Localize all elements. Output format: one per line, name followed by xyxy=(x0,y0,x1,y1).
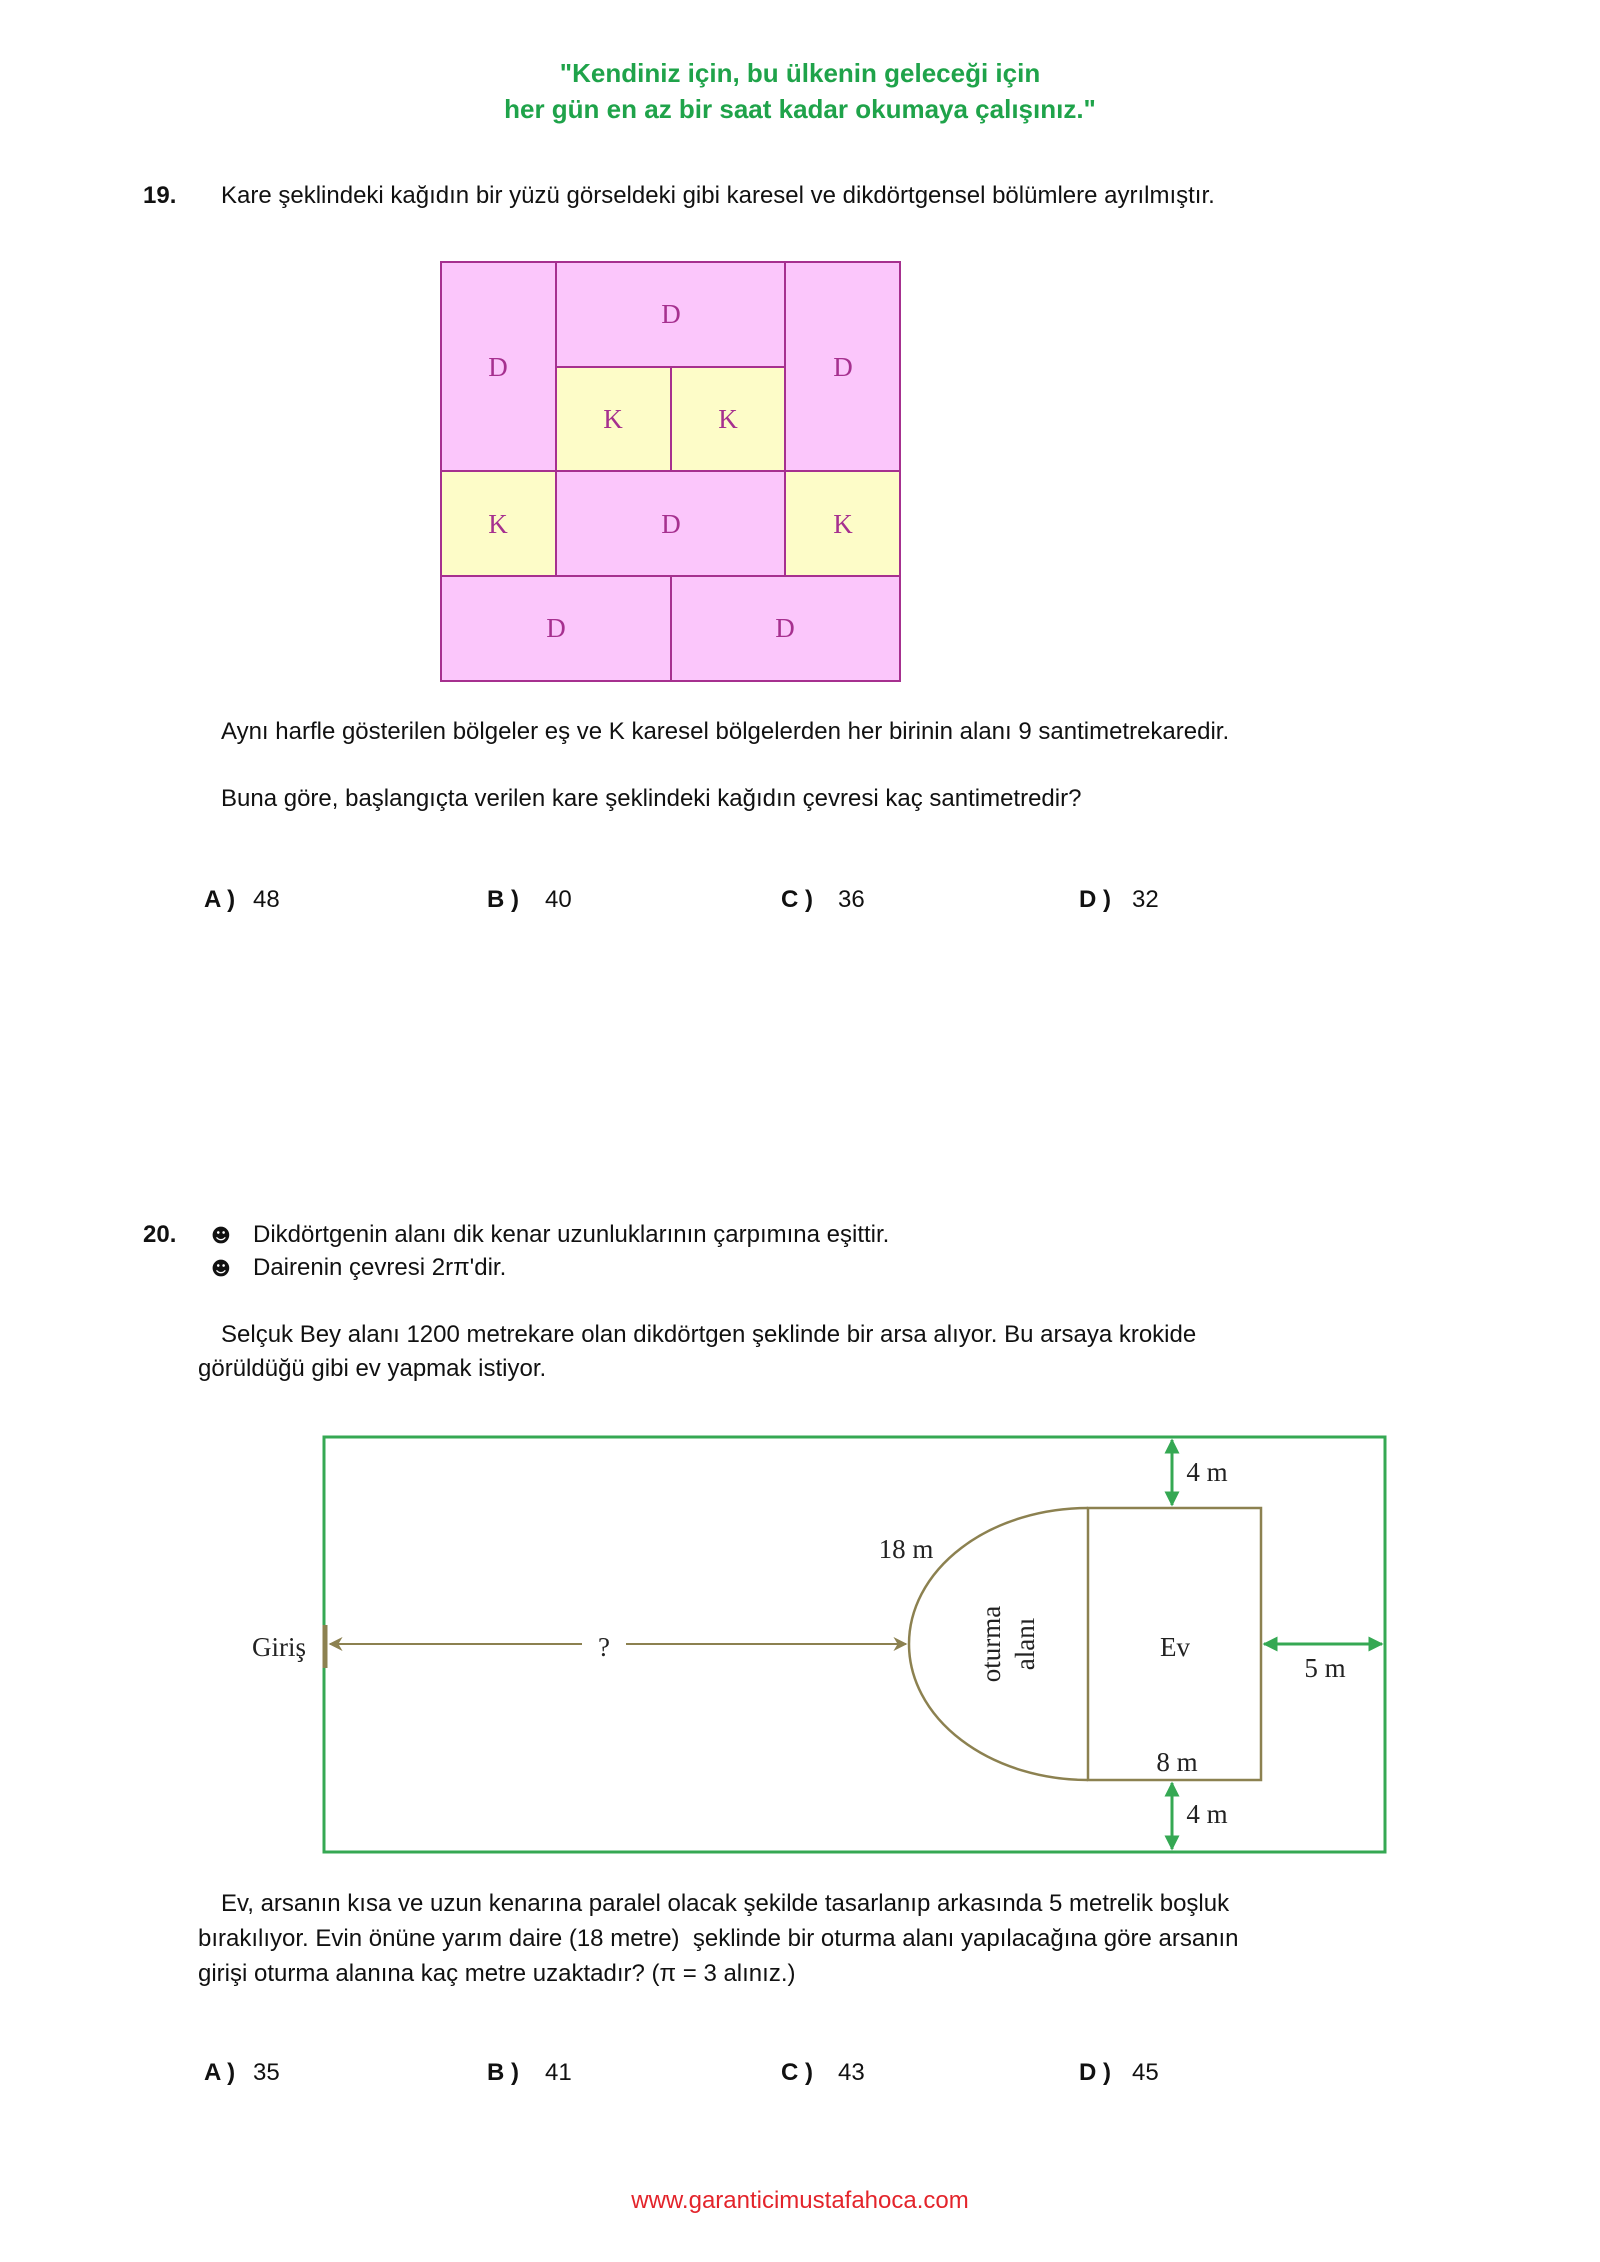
question-19-prompt: Buna göre, başlangıçta verilen kare şeklindeki kağıdın çevresi kaç santimetredir? xyxy=(221,785,1082,812)
question-20-intro-line-1: Selçuk Bey alanı 1200 metrekare olan dikdörtgen şeklinde bir arsa alıyor. Bu arsaya krokide xyxy=(221,1321,1197,1348)
question-19-info: Aynı harfle gösterilen bölgeler eş ve K karesel bölgelerden her birinin alanı 9 santimetrekaredir. xyxy=(221,718,1230,745)
region-label: D xyxy=(661,299,681,329)
question-20-sketch xyxy=(230,1430,1395,1860)
option-label: A ) xyxy=(204,2059,236,2086)
region-label: D xyxy=(546,613,566,643)
option-label: C ) xyxy=(781,886,813,913)
question-19-figure xyxy=(436,258,906,686)
option-label: B ) xyxy=(487,886,519,913)
option-value: 35 xyxy=(253,2059,280,2086)
seating-area-label-line-1: oturma xyxy=(976,1605,1006,1683)
question-20-body-line-3: girişi oturma alanına kaç metre uzaktadır? (π = 3 alınız.) xyxy=(198,1960,796,1987)
question-19-stem: Kare şeklindeki kağıdın bir yüzü görseldeki gibi karesel ve dikdörtgensel bölümlere ayrılmıştır. xyxy=(221,182,1215,209)
region-label: K xyxy=(833,509,853,539)
question-20-intro-line-2: görüldüğü gibi ev yapmak istiyor. xyxy=(198,1355,547,1382)
region-label: D xyxy=(775,613,795,643)
region-label: D xyxy=(833,352,853,382)
option-value: 40 xyxy=(545,886,572,913)
option-value: 48 xyxy=(253,886,280,913)
option-label: A ) xyxy=(204,886,236,913)
house-width-label: 8 m xyxy=(1156,1747,1198,1777)
entrance-label: Giriş xyxy=(252,1632,306,1662)
seating-area-label-line-2: alanı xyxy=(1010,1617,1040,1671)
option-label: B ) xyxy=(487,2059,519,2086)
smiley-bullet-icon xyxy=(211,1255,231,1283)
smiley-bullet-icon xyxy=(211,1222,231,1250)
top-gap-label: 4 m xyxy=(1186,1457,1228,1487)
region-label: K xyxy=(718,404,738,434)
option-value: 41 xyxy=(545,2059,572,2086)
question-20-fact-1: Dikdörtgenin alanı dik kenar uzunluklarının çarpımına eşittir. xyxy=(253,1221,890,1248)
option-label: D ) xyxy=(1079,886,1111,913)
footer-website: www.garanticimustafahoca.com xyxy=(631,2187,969,2214)
arc-length-label: 18 m xyxy=(878,1534,934,1564)
unknown-distance-label: ? xyxy=(598,1632,610,1662)
question-20-body-line-2: bırakılıyor. Evin önüne yarım daire (18 metre) şeklinde bir oturma alanı yapılacağına göre arsanın xyxy=(198,1925,1239,1952)
option-value: 43 xyxy=(838,2059,865,2086)
question-20-fact-2: Dairenin çevresi 2rπ'dir. xyxy=(253,1254,507,1281)
question-20-body-line-1: Ev, arsanın kısa ve uzun kenarına paralel olacak şekilde tasarlanıp arkasında 5 metrelik boşluk xyxy=(221,1890,1230,1917)
region-label: K xyxy=(488,509,508,539)
header-quote-line-1: "Kendiniz için, bu ülkenin geleceği için xyxy=(559,58,1041,88)
region-label: D xyxy=(488,352,508,382)
question-20-number: 20. xyxy=(143,1221,177,1248)
region-label: K xyxy=(603,404,623,434)
option-label: D ) xyxy=(1079,2059,1111,2086)
bottom-gap-label: 4 m xyxy=(1186,1799,1228,1829)
back-gap-label: 5 m xyxy=(1304,1653,1346,1683)
house-label: Ev xyxy=(1160,1632,1190,1662)
question-19-number: 19. xyxy=(143,182,177,209)
header-quote-line-2: her gün en az bir saat kadar okumaya çalışınız." xyxy=(504,94,1096,124)
option-value: 45 xyxy=(1132,2059,1159,2086)
region-label: D xyxy=(661,509,681,539)
option-label: C ) xyxy=(781,2059,813,2086)
option-value: 36 xyxy=(838,886,865,913)
option-value: 32 xyxy=(1132,886,1159,913)
